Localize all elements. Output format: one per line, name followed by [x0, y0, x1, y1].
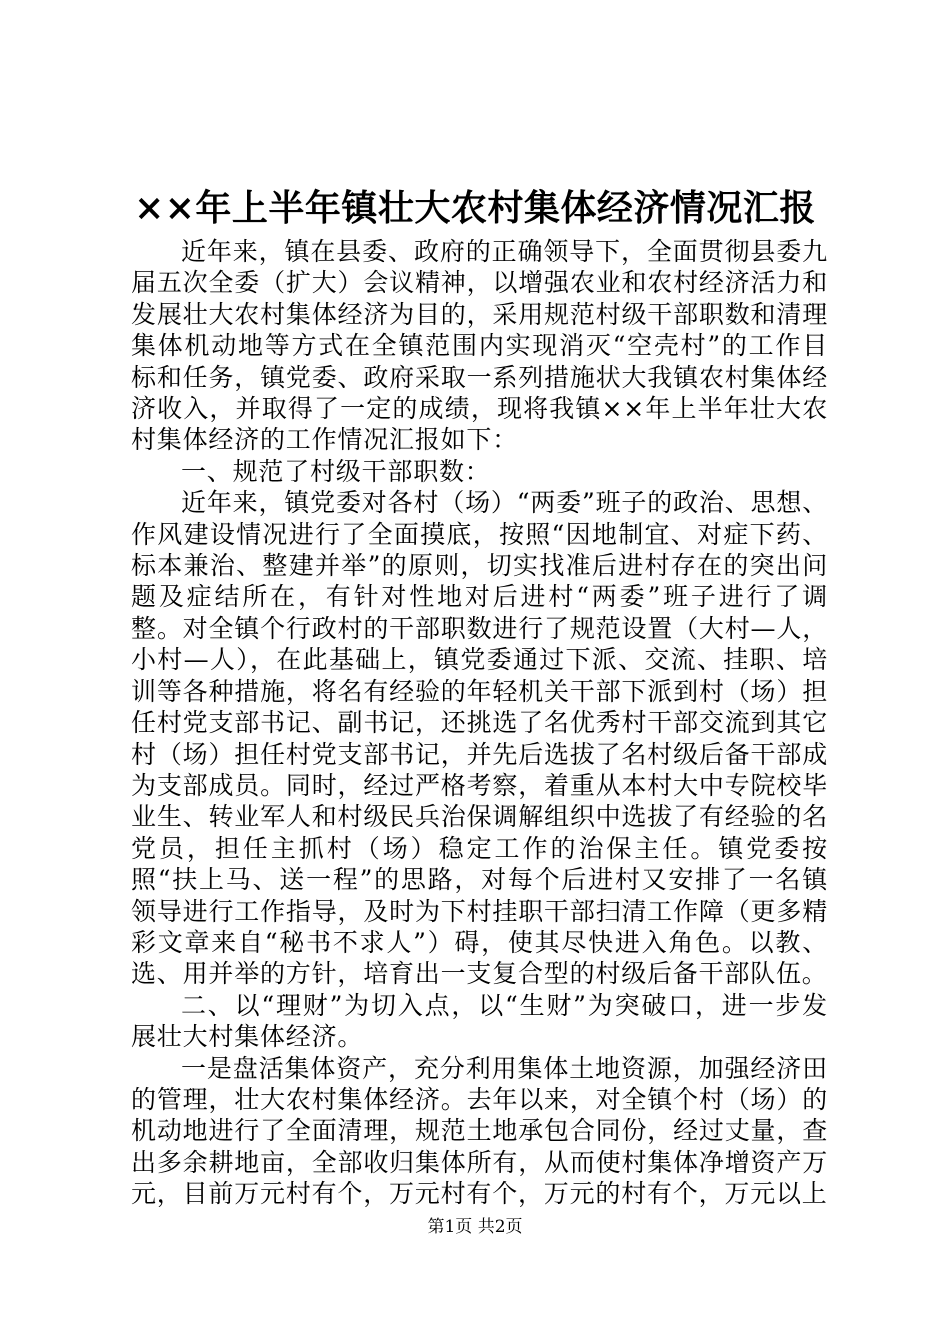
document-title: ××年上半年镇壮大农村集体经济情况汇报 — [134, 187, 816, 229]
document-body — [131, 236, 828, 1210]
section-heading-1: 一、规范了村级干部职数： — [181, 456, 491, 486]
paragraph-section-1: 近年来，镇党委对各村（场）“两委”班子的政治、思想、作风建设情况进行了全面摸底，按照“因地制宜、对症下药、标本兼治、整建并举”的原则，切实找准后进村存在的突出问题及症结所在，有针对性地对后进村“两委”班子进行了调整。对全镇个行政村的干部职数进行了规范设置（大村—人，小村—人），在此基础上，镇党委通过下派、交流、挂职、培训等各种措施，将名有经验的年轻机关干部下派到村（场）担任村党支部书记、副书记，还挑选了名优秀村干部交流到其它村（场）担任村党支部书记，并先后选拔了名村级后备干部成为支部成员。同时，经过严格考察，着重从本村大中专院校毕业生、转业军人和村级民兵治保调解组织中选拔了有经验的名党员，担任主抓村（场）稳定工作的治保主任。镇党委按照“扶上马、送一程”的思路，对每个后进村又安排了一名镇领导进行工作指导，及时为下村挂职干部扫清工作障（更多精彩文章来自“秘书不求人”）碍，使其尽快进入角色。以教、选、用并举的方针，培育出一支复合型的村级后备干部队伍。 — [131, 488, 828, 989]
paragraph-intro: 近年来，镇在县委、政府的正确领导下，全面贯彻县委九届五次全委（扩大）会议精神，以增强农业和农村经济活力和发展壮大农村集体经济为目的，采用规范村级干部职数和清理集体机动地等方式在全镇范围内实现消灭“空壳村”的工作目标和任务，镇党委、政府采取一系列措施状大我镇农村集体经济收入，并取得了一定的成绩，现将我镇××年上半年壮大农村集体经济的工作情况汇报如下： — [131, 237, 828, 455]
paragraph-section-2: 一是盘活集体资产，充分利用集体土地资源，加强经济田的管理，壮大农村集体经济。去年以来，对全镇个村（场）的机动地进行了全面清理，规范土地承包合同份，经过丈量，查出多余耕地亩，全部收归集体所有，从而使村集体净增资产万元，目前万元村有个，万元村有个，万元的村有个，万元以上 — [131, 1053, 828, 1209]
page-footer: 第1页 共2页 — [427, 1217, 523, 1237]
section-heading-2: 二、以“理财”为切入点，以“生财”为突破口，进一步发展壮大村集体经济。 — [131, 990, 828, 1052]
